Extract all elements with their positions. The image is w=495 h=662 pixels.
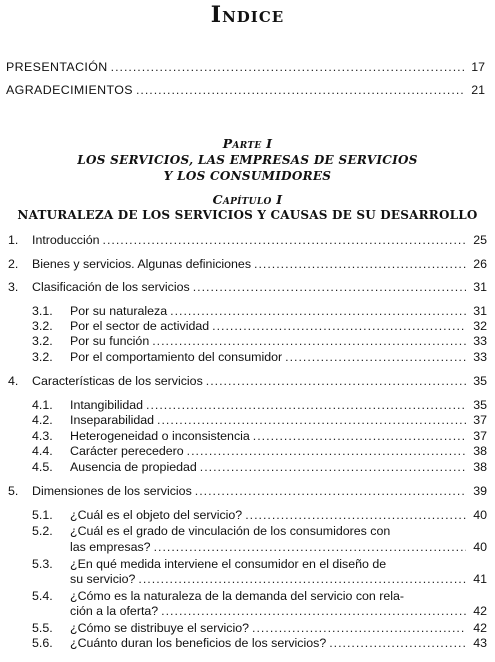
part-label: Parte I <box>222 136 273 151</box>
toc-page-number: 31 <box>473 304 487 318</box>
dot-leader <box>146 398 466 412</box>
dot-leader <box>138 572 466 586</box>
toc-number: 5.3. <box>32 557 53 571</box>
toc-number: 4. <box>8 374 19 388</box>
toc-entry-label: Ausencia de propiedad <box>70 460 197 474</box>
dot-leader <box>157 413 466 427</box>
toc-number: 5.4. <box>32 589 53 603</box>
toc-subentry[interactable] <box>70 540 487 554</box>
dot-leader <box>212 319 466 333</box>
toc-entry-label: Por su naturaleza <box>70 304 168 318</box>
toc-page-number: 33 <box>473 334 487 348</box>
dot-leader <box>206 374 466 388</box>
toc-entry-label: PRESENTACIÓN <box>6 60 108 74</box>
toc-page-number: 42 <box>473 604 487 618</box>
toc-page-number: 37 <box>473 429 487 443</box>
toc-entry-label: ¿Cuál es el objeto del servicio? <box>70 508 243 522</box>
toc-page-number: 21 <box>471 83 485 97</box>
dot-leader <box>329 636 466 650</box>
dot-leader <box>253 429 466 443</box>
toc-entry-label-line1: ¿Cuál es el grado de vinculación de los consumidores con <box>70 524 391 538</box>
toc-subentry[interactable] <box>70 572 487 586</box>
toc-page-number: 40 <box>473 508 487 522</box>
toc-entry-agradecimientos[interactable] <box>6 83 485 97</box>
dot-leader <box>103 233 466 247</box>
toc-entry-label-line1: ¿En qué medida interviene el consumidor en el diseño de <box>70 557 387 571</box>
dot-leader <box>161 604 466 618</box>
dot-leader <box>200 460 466 474</box>
toc-entry-label: Inseparabilidad <box>70 413 155 427</box>
toc-entry-label: Clasificación de los servicios <box>32 280 190 294</box>
toc-subentry[interactable] <box>32 319 487 333</box>
toc-entry[interactable] <box>8 257 487 271</box>
toc-subentry[interactable] <box>32 636 487 650</box>
dot-leader <box>193 280 466 294</box>
toc-entry[interactable] <box>8 374 487 388</box>
toc-number: 2. <box>8 257 19 271</box>
toc-number: 4.2. <box>32 413 53 427</box>
toc-entry-label: Carácter perecedero <box>70 444 184 458</box>
dot-leader <box>285 350 466 364</box>
toc-number: 5. <box>8 484 19 498</box>
dot-leader <box>111 60 464 74</box>
toc-page-number: 25 <box>473 233 487 247</box>
toc-entry-label: Características de los servicios <box>32 374 203 388</box>
toc-page-number: 26 <box>473 257 487 271</box>
dot-leader <box>187 444 466 458</box>
toc-number: 3.2. <box>32 319 53 333</box>
toc-number: 4.3. <box>32 429 53 443</box>
toc-entry-presentacion[interactable] <box>6 60 485 74</box>
chapter-title: NATURALEZA DE LOS SERVICIOS Y CAUSAS DE SU DESARROLLO <box>17 208 478 222</box>
dot-leader <box>195 484 466 498</box>
toc-page-number: 32 <box>473 319 487 333</box>
toc-page-number: 31 <box>473 280 487 294</box>
toc-page-number: 40 <box>473 540 487 554</box>
toc-entry-label: Por el sector de actividad <box>70 319 210 333</box>
toc-subentry[interactable] <box>32 334 487 348</box>
toc-number: 5.6. <box>32 636 53 650</box>
toc-subentry[interactable] <box>32 621 487 635</box>
dot-leader <box>154 540 466 554</box>
part-title-line2: Y LOS CONSUMIDORES <box>163 169 332 183</box>
toc-entry-label: Introducción <box>32 233 100 247</box>
toc-page-number: 37 <box>473 413 487 427</box>
toc-entry-label: Heterogeneidad o inconsistencia <box>70 429 250 443</box>
toc-entry[interactable] <box>8 233 487 247</box>
toc-subentry[interactable] <box>32 413 487 427</box>
dot-leader <box>136 83 464 97</box>
toc-subentry[interactable] <box>32 508 487 522</box>
toc-number: 4.4. <box>32 444 53 458</box>
toc-page-number: 38 <box>473 444 487 458</box>
toc-number: 1. <box>8 233 19 247</box>
toc-entry-label: Por su función <box>70 334 150 348</box>
toc-subentry[interactable] <box>32 304 487 318</box>
toc-page-number: 17 <box>471 60 485 74</box>
dot-leader <box>254 257 466 271</box>
toc-entry-label: ¿Cuánto duran los beneficios de los servicios? <box>70 636 327 650</box>
toc-number: 5.2. <box>32 524 53 538</box>
toc-entry-label: su servicio? <box>70 572 136 586</box>
toc-entry-label: ción a la oferta? <box>70 604 159 618</box>
toc-number: 4.1. <box>32 398 53 412</box>
toc-entry-label: Bienes y servicios. Algunas definiciones <box>32 257 252 271</box>
toc-subentry[interactable] <box>32 398 487 412</box>
toc-entry[interactable] <box>8 280 487 294</box>
dot-leader <box>252 621 466 635</box>
toc-number: 3.1. <box>32 304 53 318</box>
toc-subentry[interactable] <box>32 350 487 364</box>
toc-entry-label: Dimensiones de los servicios <box>32 484 192 498</box>
page-title: Indice <box>210 2 285 28</box>
toc-page-number: 41 <box>473 572 487 586</box>
toc-page-number: 33 <box>473 350 487 364</box>
toc-subentry[interactable] <box>32 460 487 474</box>
dot-leader <box>152 334 466 348</box>
toc-subentry[interactable] <box>32 429 487 443</box>
dot-leader <box>245 508 466 522</box>
toc-page-number: 38 <box>473 460 487 474</box>
part-title-line1: LOS SERVICIOS, LAS EMPRESAS DE SERVICIOS <box>77 153 418 167</box>
toc-entry-label: Intangibilidad <box>70 398 144 412</box>
toc-page-number: 43 <box>473 636 487 650</box>
toc-number: 3. <box>8 280 19 294</box>
toc-subentry[interactable] <box>70 604 487 618</box>
dot-leader <box>170 304 466 318</box>
toc-page-number: 35 <box>473 398 487 412</box>
toc-entry-label-line1: ¿Cómo es la naturaleza de la demanda del servicio con rela- <box>70 589 405 603</box>
toc-entry-label: AGRADECIMIENTOS <box>6 83 133 97</box>
toc-number: 3.2. <box>32 334 53 348</box>
toc-page-number: 35 <box>473 374 487 388</box>
toc-entry[interactable] <box>8 484 487 498</box>
toc-page-number: 42 <box>473 621 487 635</box>
toc-number: 3.2. <box>32 350 53 364</box>
toc-number: 5.5. <box>32 621 53 635</box>
chapter-label: Capítulo I <box>212 192 283 207</box>
toc-page-number: 39 <box>473 484 487 498</box>
toc-entry-label: las empresas? <box>70 540 151 554</box>
toc-subentry[interactable] <box>32 444 487 458</box>
toc-entry-label: Por el comportamiento del consumidor <box>70 350 283 364</box>
toc-entry-label: ¿Cómo se distribuye el servicio? <box>70 621 250 635</box>
toc-number: 5.1. <box>32 508 53 522</box>
toc-number: 4.5. <box>32 460 53 474</box>
